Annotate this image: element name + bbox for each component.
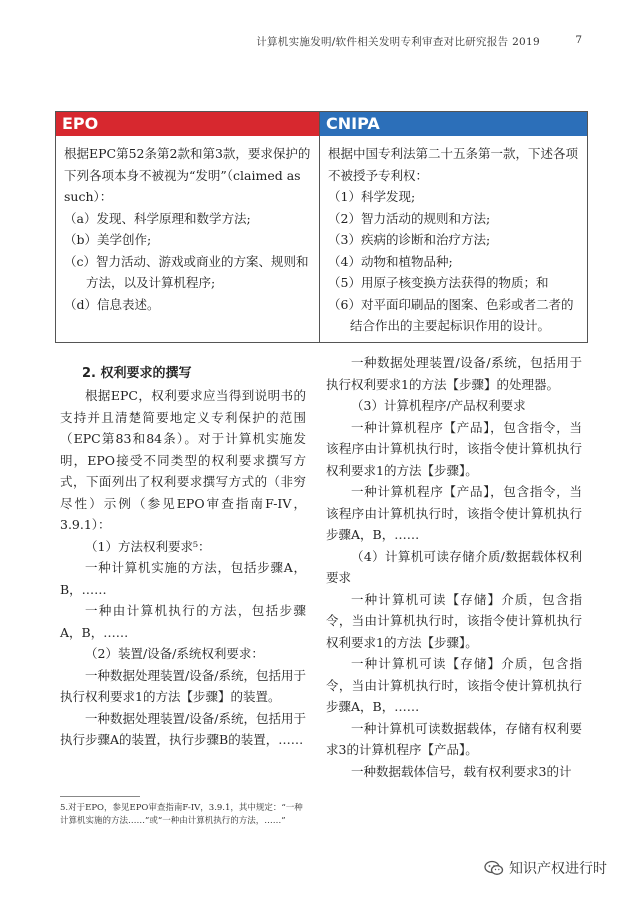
epo-header: EPO [56, 112, 319, 136]
claim-example: 一种数据处理装置/设备/系统，包括用于执行权利要求1的方法【步骤】的装置。 [60, 667, 306, 704]
cnipa-intro: 根据中国专利法第二十五条第一款，下述各项不被授予专利权： [328, 146, 579, 183]
claim-example: 一种计算机实施的方法，包括步骤A，B，…… [60, 560, 306, 597]
cnipa-item: （1）科学发现; [328, 189, 416, 204]
running-title: 计算机实施发明/软件相关发明专利审查对比研究报告 2019 [256, 36, 540, 48]
claim-example: 一种计算机可读【存储】介质，包含指令，当由计算机执行时，该指令使计算机执行步骤A，B，…… [326, 656, 582, 714]
claim-example: 一种数据处理装置/设备/系统，包括用于执行步骤A的装置，执行步骤B的装置，…… [60, 710, 306, 747]
epo-intro: 根据EPC第52条第2款和第3款，要求保护的下列各项本身不被视为“发明”（claimed as such）： [64, 146, 311, 204]
claim-example: 一种计算机程序【产品】，包含指令，当该程序由计算机执行时，该指令使计算机执行权利要求1的方法【步骤】。 [326, 419, 582, 478]
subheading: （3）计算机程序/产品权利要求 [351, 398, 526, 413]
epo-column [56, 112, 320, 342]
claim-example: 一种数据载体信号，载有权利要求3的计 [351, 763, 572, 779]
cnipa-item: （5）用原子核变换方法获得的物质；和 [328, 275, 549, 290]
cnipa-item: （4）动物和植物品种; [328, 253, 453, 269]
cnipa-item: （3）疾病的诊断和治疗方法; [328, 232, 491, 247]
cnipa-item: （2）智力活动的规则和方法; [328, 210, 491, 226]
section-title: 2. 权利要求的撰写 [82, 366, 192, 381]
epo-item: （b）美学创作; [64, 232, 152, 247]
cnipa-body [320, 136, 587, 337]
page-number: 7 [575, 34, 582, 46]
claim-example: 一种数据处理装置/设备/系统，包括用于执行权利要求1的方法【步骤】的处理器。 [326, 355, 582, 392]
subheading: （4）计算机可读存储介质/数据载体权利要求 [326, 548, 582, 585]
claim-example: 一种计算机可读数据载体，存储有权利要求3的计算机程序【产品】。 [326, 720, 582, 757]
epo-item: （a）发现、科学原理和数学方法; [64, 210, 251, 226]
claim-example: 一种计算机程序【产品】，包含指令，当该程序由计算机执行时，该指令使计算机执行步骤A，B，…… [326, 484, 582, 542]
footnote-divider [60, 796, 140, 797]
epo-body [56, 136, 319, 315]
page-header [0, 30, 640, 50]
cnipa-column [320, 112, 587, 342]
body-paragraph: 根据EPC，权利要求应当得到说明书的支持并且清楚简要地定义专利保护的范围（EPC第83和84条）。对于计算机实施发明，EPO接受不同类型的权利要求撰写方式，下面列出了权利要求撰写方式的（非穷尽性）示例（参见EPO审查指南F-IV，3.9.1）： [60, 388, 306, 532]
cnipa-header: CNIPA [320, 112, 587, 136]
right-text-column [326, 352, 582, 782]
epo-item: （c）智力活动、游戏或商业的方案、规则和方法，以及计算机程序; [64, 253, 309, 290]
wechat-icon [484, 860, 504, 876]
subheading: （2）装置/设备/系统权利要求： [85, 646, 264, 661]
claim-example: 一种由计算机执行的方法，包括步骤A，B，…… [60, 603, 306, 640]
watermark-text: 知识产权进行时 [509, 861, 607, 877]
subheading: （1）方法权利要求⁵： [85, 538, 211, 554]
epo-item: （d）信息表述。 [64, 296, 160, 312]
left-text-column [60, 362, 306, 751]
footnote: 5.对于EPO，参见EPO审查指南F-IV，3.9.1，其中规定：“一种计算机实施的方法……”或“一种由计算机执行的方法，……” [60, 803, 303, 826]
claim-example: 一种计算机可读【存储】介质，包含指令，当由计算机执行时，该指令使计算机执行权利要求1的方法【步骤】。 [326, 591, 582, 650]
cnipa-item: （6）对平面印刷品的图案、色彩或者二者的结合作出的主要起标识作用的设计。 [328, 296, 574, 333]
watermark [484, 858, 607, 878]
comparison-table [55, 111, 588, 343]
